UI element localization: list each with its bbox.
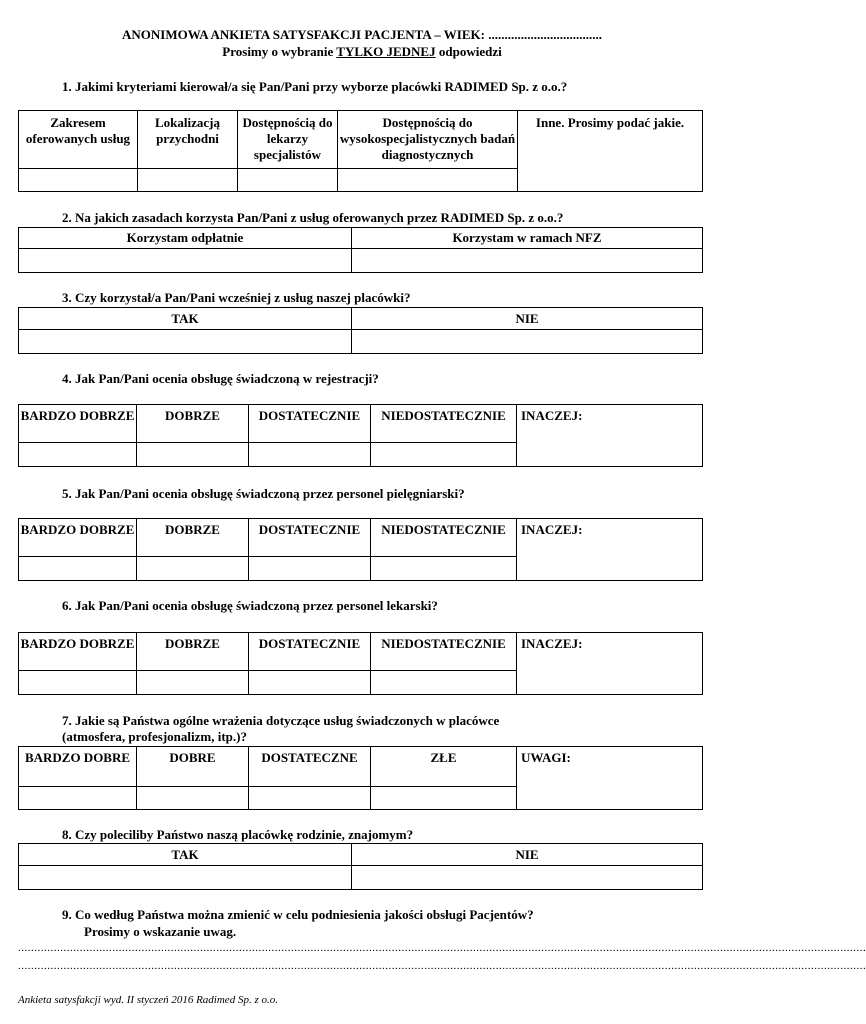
q3-header-no: NIE xyxy=(352,308,703,330)
footer-note: Ankieta satysfakcji wyd. II styczeń 2016 Radimed Sp. z o.o. xyxy=(18,994,278,1006)
q5-header-very-good: BARDZO DOBRZE xyxy=(19,519,137,557)
q6-answer-sufficient[interactable] xyxy=(249,671,371,695)
question-2: 2. Na jakich zasadach korzysta Pan/Pani z usług oferowanych przez RADIMED Sp. z o.o.? xyxy=(62,210,564,225)
question-6: 6. Jak Pan/Pani ocenia obsługę świadczoną przez personel lekarski? xyxy=(62,598,438,613)
q4-answer-very-good[interactable] xyxy=(19,443,137,467)
question-7-line-2: (atmosfera, profesjonalizm, itp.)? xyxy=(62,729,247,744)
q3-table xyxy=(18,307,703,354)
survey-title: ANONIMOWA ANKIETA SATYSFAKCJI PACJENTA – WIEK: ................................... xyxy=(122,27,602,42)
survey-subtitle xyxy=(0,44,724,60)
q5-answer-sufficient[interactable] xyxy=(249,557,371,581)
question-3: 3. Czy korzystał/a Pan/Pani wcześniej z usług naszej placówki? xyxy=(62,290,411,305)
q7-header-sufficient: DOSTATECZNE xyxy=(249,747,371,787)
q4-header-other: INACZEJ: xyxy=(517,405,703,467)
answer-line-1[interactable]: ..................................................................................................................................................................................................................................................................... xyxy=(18,942,866,954)
q6-answer-good[interactable] xyxy=(137,671,249,695)
q5-answer-good[interactable] xyxy=(137,557,249,581)
q5-answer-very-good[interactable] xyxy=(19,557,137,581)
q4-answer-insufficient[interactable] xyxy=(371,443,517,467)
subtitle-post: odpowiedzi xyxy=(435,44,502,59)
q4-header-sufficient: DOSTATECZNIE xyxy=(249,405,371,443)
q2-table xyxy=(18,227,703,273)
q8-header-yes: TAK xyxy=(19,844,352,866)
q5-header-sufficient: DOSTATECZNIE xyxy=(249,519,371,557)
q6-header-sufficient: DOSTATECZNIE xyxy=(249,633,371,671)
q6-header-good: DOBRZE xyxy=(137,633,249,671)
question-7-line-1: 7. Jakie są Państwa ogólne wrażenia dotyczące usług świadczonych w placówce xyxy=(62,713,500,728)
q1-header-diagnostics: Dostępnością do wysokospecjalistycznych badań diagnostycznych xyxy=(338,111,518,169)
question-5: 5. Jak Pan/Pani ocenia obsługę świadczoną przez personel pielęgniarski? xyxy=(62,486,465,501)
q5-header-other: INACZEJ: xyxy=(517,519,703,581)
subtitle-pre: Prosimy o wybranie xyxy=(222,44,337,59)
question-8: 8. Czy poleciliby Państwo naszą placówkę rodzinie, znajomym? xyxy=(62,827,414,842)
q8-answer-yes[interactable] xyxy=(19,866,352,890)
q1-header-other: Inne. Prosimy podać jakie. xyxy=(518,111,703,192)
q1-answer-specialists[interactable] xyxy=(238,169,338,192)
q4-answer-sufficient[interactable] xyxy=(249,443,371,467)
q5-answer-insufficient[interactable] xyxy=(371,557,517,581)
q4-header-good: DOBRZE xyxy=(137,405,249,443)
q3-answer-yes[interactable] xyxy=(19,330,352,354)
q6-header-other: INACZEJ: xyxy=(517,633,703,695)
question-9-line-2: Prosimy o wskazanie uwag. xyxy=(84,924,237,939)
q4-table xyxy=(18,404,703,467)
q7-header-bad: ZŁE xyxy=(371,747,517,787)
q3-answer-no[interactable] xyxy=(352,330,703,354)
q6-header-insufficient: NIEDOSTATECZNIE xyxy=(371,633,517,671)
q1-table xyxy=(18,110,703,192)
q6-table xyxy=(18,632,703,695)
q1-header-specialists: Dostępnością do lekarzy specjalistów xyxy=(238,111,338,169)
q1-answer-diagnostics[interactable] xyxy=(338,169,518,192)
subtitle-emphasis: TYLKO JEDNEJ xyxy=(336,44,436,59)
q7-table xyxy=(18,746,703,810)
q8-table xyxy=(18,843,703,890)
question-4: 4. Jak Pan/Pani ocenia obsługę świadczoną w rejestracji? xyxy=(62,371,379,386)
q5-table xyxy=(18,518,703,581)
q8-answer-no[interactable] xyxy=(352,866,703,890)
q7-header-remarks: UWAGI: xyxy=(517,747,703,810)
q6-header-very-good: BARDZO DOBRZE xyxy=(19,633,137,671)
q4-header-very-good: BARDZO DOBRZE xyxy=(19,405,137,443)
q4-answer-good[interactable] xyxy=(137,443,249,467)
q3-header-yes: TAK xyxy=(19,308,352,330)
q2-answer-paid[interactable] xyxy=(19,249,352,273)
q1-header-scope: Zakresem oferowanych usług xyxy=(19,111,138,169)
q6-answer-insufficient[interactable] xyxy=(371,671,517,695)
q7-answer-sufficient[interactable] xyxy=(249,787,371,810)
q1-answer-scope[interactable] xyxy=(19,169,138,192)
answer-line-2[interactable]: ..................................................................................................................................................................................................................................................................... xyxy=(18,960,866,972)
q8-header-no: NIE xyxy=(352,844,703,866)
q1-answer-location[interactable] xyxy=(138,169,238,192)
q6-answer-very-good[interactable] xyxy=(19,671,137,695)
q1-header-location: Lokalizacją przychodni xyxy=(138,111,238,169)
question-9-line-1: 9. Co według Państwa można zmienić w celu podniesienia jakości obsługi Pacjentów? xyxy=(62,907,534,922)
question-1: 1. Jakimi kryteriami kierował/a się Pan/Pani przy wyborze placówki RADIMED Sp. z o.o.? xyxy=(62,79,568,94)
q2-answer-nfz[interactable] xyxy=(352,249,703,273)
q2-header-paid: Korzystam odpłatnie xyxy=(19,228,352,249)
q7-header-very-good: BARDZO DOBRE xyxy=(19,747,137,787)
q7-header-good: DOBRE xyxy=(137,747,249,787)
q7-answer-good[interactable] xyxy=(137,787,249,810)
q4-header-insufficient: NIEDOSTATECZNIE xyxy=(371,405,517,443)
q7-answer-very-good[interactable] xyxy=(19,787,137,810)
q5-header-good: DOBRZE xyxy=(137,519,249,557)
q2-header-nfz: Korzystam w ramach NFZ xyxy=(352,228,703,249)
q5-header-insufficient: NIEDOSTATECZNIE xyxy=(371,519,517,557)
q7-answer-bad[interactable] xyxy=(371,787,517,810)
